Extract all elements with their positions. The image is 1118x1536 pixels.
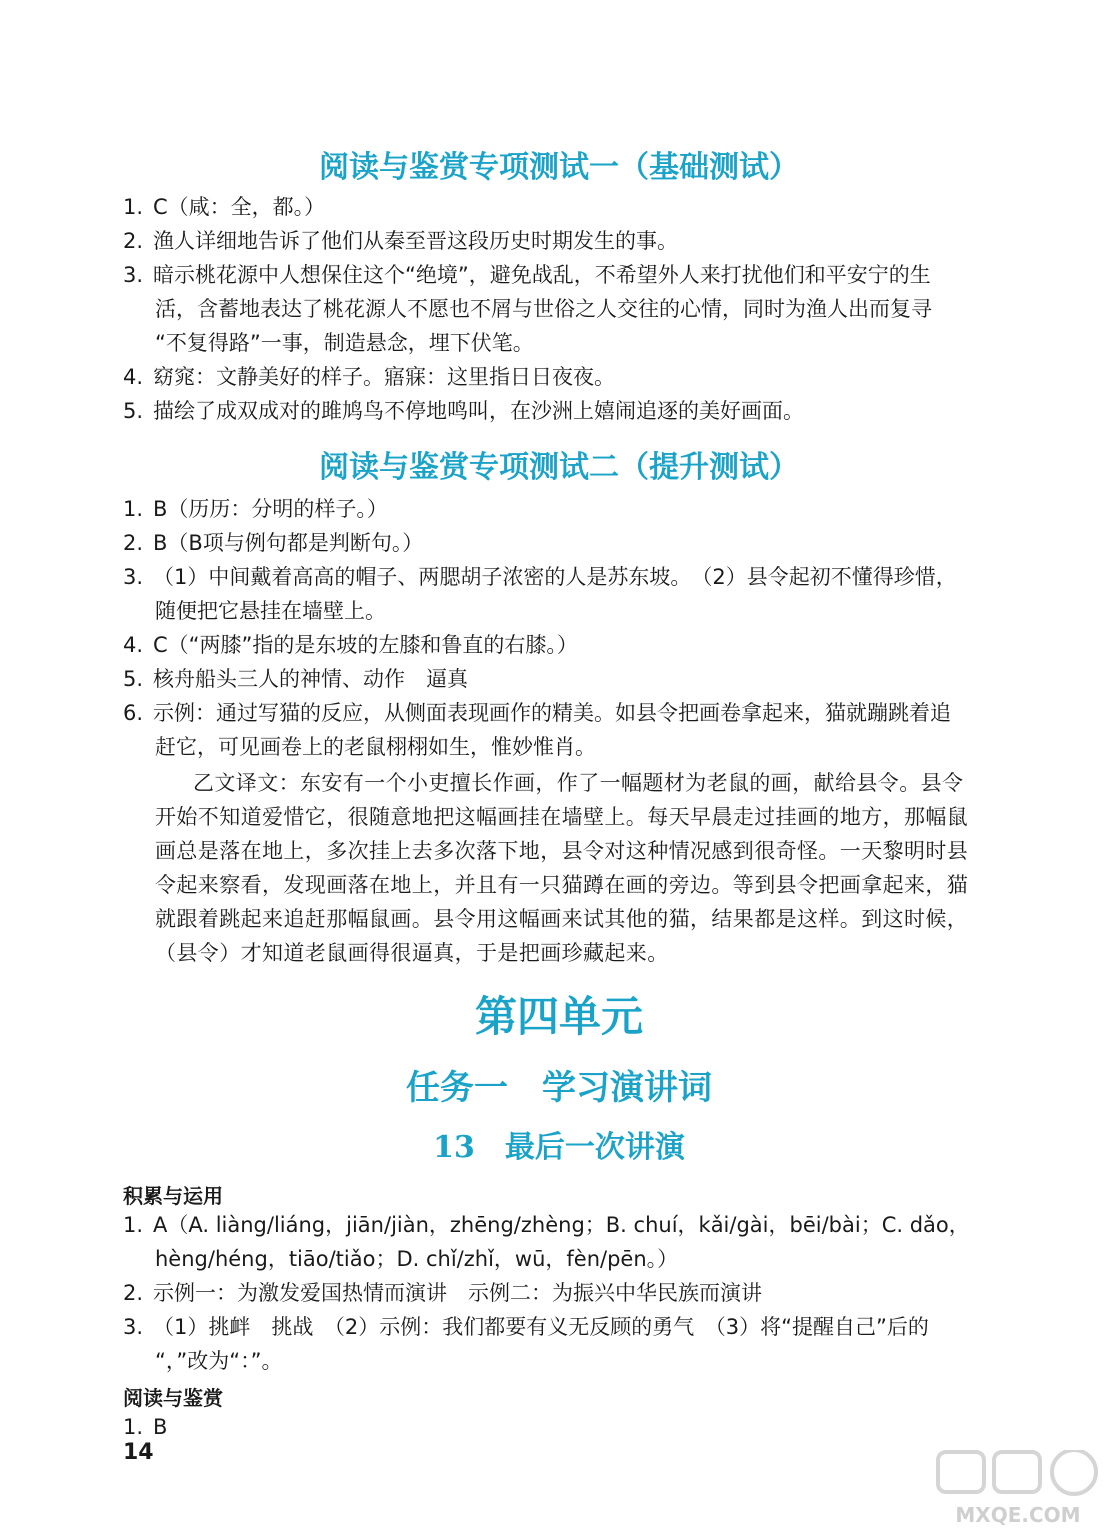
translation-line: 开始不知道爱惜它，很随意地把这幅画挂在墙壁上。每天早晨走过挂画的地方，那幅鼠	[155, 805, 969, 829]
test2-title: 阅读与鉴赏专项测试二（提升测试）	[319, 450, 799, 485]
test2-item-1: 1. B（历历：分明的样子。）	[123, 497, 388, 521]
test2-item-6: 6. 示例：通过写猫的反应，从侧面表现画作的精美。如县令把画卷拿起来，猫就蹦跳着追	[123, 701, 951, 725]
section-a-item-3: 3. （1）挑衅 挑战 （2）示例：我们都要有义无反顾的勇气 （3）将“提醒自己”后的	[123, 1315, 929, 1339]
test1-item-3-line2: 活，含蓄地表达了桃花源人不愿也不屑与世俗之人交往的心情，同时为渔人出而复寻	[155, 297, 932, 321]
translation-line: （县令）才知道老鼠画得很逼真，于是把画珍藏起来。	[155, 941, 669, 965]
test1-title: 阅读与鉴赏专项测试一（基础测试）	[319, 150, 799, 185]
section-heading-reading: 阅读与鉴赏	[123, 1386, 223, 1410]
section-a-item-3-line2: “，”改为“：”。	[155, 1349, 283, 1373]
section-b-item-1: 1. B	[123, 1415, 168, 1439]
lesson-title: 13 最后一次讲演	[433, 1130, 685, 1165]
test2-item-6-line2: 赶它，可见画卷上的老鼠栩栩如生，惟妙惟肖。	[155, 735, 596, 759]
section-a-item-2: 2. 示例一：为激发爱国热情而演讲 示例二：为振兴中华民族而演讲	[123, 1281, 762, 1305]
test2-item-5: 5. 核舟船头三人的神情、动作 逼真	[123, 667, 468, 691]
watermark-text: MXQE.COM	[955, 1503, 1081, 1527]
translation-line: 乙文译文：东安有一个小吏擅长作画，作了一幅题材为老鼠的画，献给县令。县令	[193, 771, 964, 795]
section-a-item-1-line2: hèng/héng，tiāo/tiǎo；D. chǐ/zhǐ，wū，fèn/pēn。）	[155, 1247, 679, 1271]
section-a-item-1: 1. A（A. liàng/liáng，jiān/jiàn，zhēng/zhèng；B. chuí，kǎi/gài，bēi/bài；C. dǎo，	[123, 1213, 970, 1237]
translation-line: 就跟着跳起来追赶那幅鼠画。县令用这幅画来试其他的猫，结果都是这样。到这时候，	[155, 907, 969, 931]
test1-item-5: 5. 描绘了成双成对的雎鸠鸟不停地鸣叫，在沙洲上嬉闹追逐的美好画面。	[123, 399, 804, 423]
test2-item-2: 2. B（B项与例句都是判断句。）	[123, 531, 424, 555]
watermark-logo	[928, 1450, 1108, 1530]
test2-item-4: 4. C（“两膝”指的是东坡的左膝和鲁直的右膝。）	[123, 633, 578, 657]
page-number: 14	[123, 1440, 154, 1465]
unit-title: 第四单元	[474, 992, 643, 1041]
translation-line: 令起来察看，发现画落在地上，并且有一只猫蹲在画的旁边。等到县令把画拿起来，猫	[155, 873, 969, 897]
test2-item-3-line2: 随便把它悬挂在墙壁上。	[155, 599, 386, 623]
section-heading-accumulation: 积累与运用	[123, 1184, 223, 1208]
test1-item-3-line3: “不复得路”一事，制造悬念，埋下伏笔。	[155, 331, 534, 355]
translation-line: 画总是落在地上，多次挂上去多次落下地，县令对这种情况感到很奇怪。一天黎明时县	[155, 839, 969, 863]
test1-item-1: 1. C（咸：全，都。）	[123, 195, 326, 219]
test2-item-3: 3. （1）中间戴着高高的帽子、两腮胡子浓密的人是苏东坡。 （2）县令起初不懂得珍惜，	[123, 565, 957, 589]
test1-item-4: 4. 窈窕：文静美好的样子。寤寐：这里指日日夜夜。	[123, 365, 615, 389]
test1-item-2: 2. 渔人详细地告诉了他们从秦至晋这段历史时期发生的事。	[123, 229, 678, 253]
test1-item-3: 3. 暗示桃花源中人想保住这个“绝境”，避免战乱，不希望外人来打扰他们和平安宁的生	[123, 263, 931, 287]
task-title: 任务一 学习演讲词	[406, 1068, 712, 1108]
